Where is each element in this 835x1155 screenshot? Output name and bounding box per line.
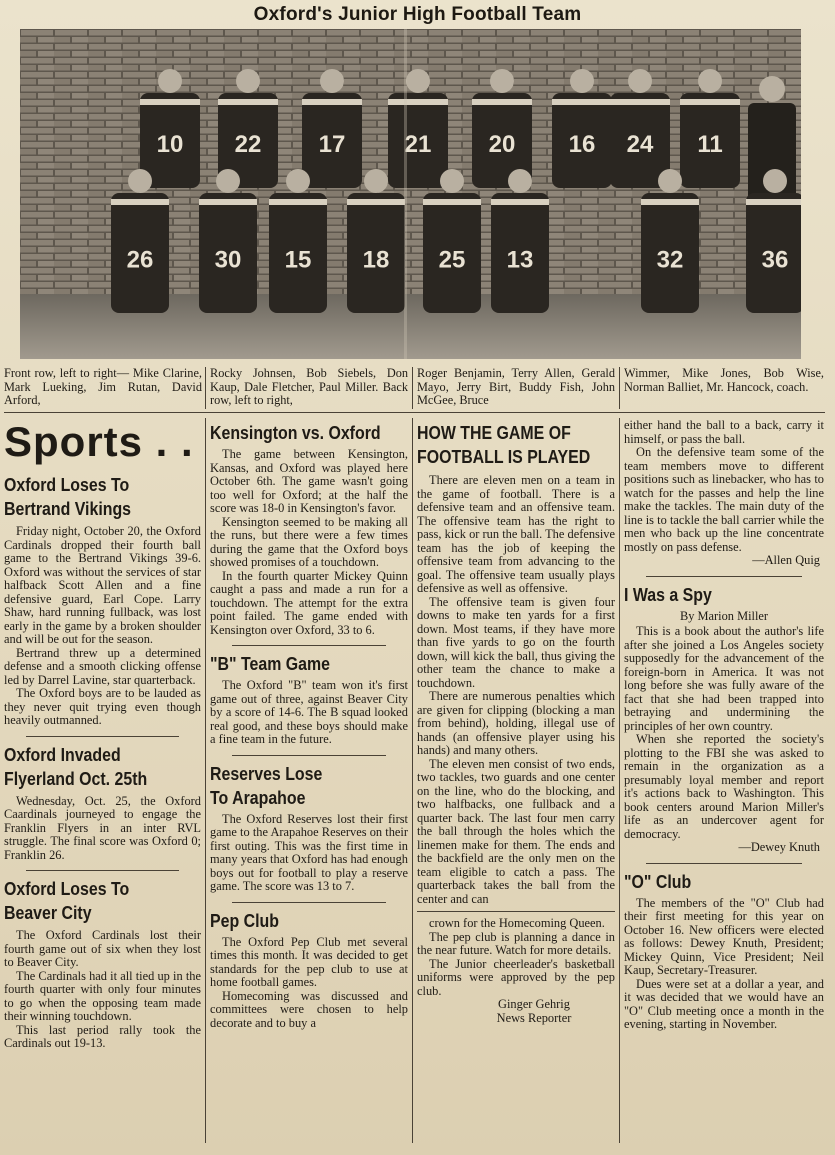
article-paragraph: The members of the "O" Club had their first meeting for this year on October 16. New officers were elected as follows: Dewey Knuth, President; Mickey Quinn, Vice President; Neil Kaup, Secretary-Treasurer. — [624, 895, 824, 977]
article-paragraph: The Junior cheerleader's basketball uniforms were approved by the pep club. — [417, 956, 615, 998]
section-title: Sports . . — [4, 418, 194, 465]
article-paragraph: When she reported the society's plotting to the FBI she was asked to remain in the organization as a presumably loyal member and report it's actions back to Washington. This book centers around Marion Miller's life as an undercover agent for democracy. — [624, 732, 824, 841]
column-3 — [417, 417, 615, 1025]
article-paragraph: The Oxford Cardinals lost their fourth game out of six when they lost to Beaver City. — [4, 928, 201, 969]
headline-line: FOOTBALL IS PLAYED — [417, 446, 591, 467]
article-paragraph: The Oxford "B" team won it's first game out of three, against Beaver City by a score of 14-6. The B squad looked real good, and these boys should make a fine team in the future. — [210, 678, 408, 746]
team-photo — [20, 29, 801, 359]
article-paragraph: The Oxford Reserves lost their first game to the Arapahoe Reserves on their first outing. This was the first time in many years that Oxford has had enough boys out for football to play a reserve game. The score was 13 to 7. — [210, 811, 408, 893]
article-paragraph: The Cardinals had it all tied up in the fourth quarter with only four minutes to go when the opposing team made their winning touchdown. — [4, 968, 201, 1023]
jersey-number: 30 — [214, 246, 242, 274]
article-paragraph: On the defensive team some of the team members move to different positions such as linebacker, who has to watch for the passes and help the line make the tackles. The main duty of the line is to tackle the ball carrier while the men who back up the line concentrate mostly on pass defense. — [624, 445, 824, 554]
headline-line: Pep Club — [210, 909, 279, 931]
headline-line: "B" Team Game — [210, 653, 331, 674]
headline-line: HOW THE GAME OF — [417, 422, 571, 443]
caption-part: Front row, left to right— Mike Clarine, Mark Lueking, Jim Rutan, David Arford, — [4, 366, 202, 408]
headline-line: I Was a Spy — [624, 583, 712, 605]
jersey-number: 17 — [318, 130, 346, 158]
jersey-number: 18 — [362, 246, 390, 274]
headline-line: Beaver City — [4, 902, 92, 923]
article-paragraph: Wednesday, Oct. 25, the Oxford Caardinals journeyed to engage the Franklin Flyers in an inter RVL struggle. The final score was Oxford 0; Franklin 26. — [4, 793, 201, 862]
column-4 — [624, 417, 824, 1032]
article-paragraph: This last period rally took the Cardinals out 19-13. — [4, 1022, 201, 1050]
article-paragraph: The Oxford boys are to be lauded as they never quit trying even though heavily outmanned. — [4, 686, 201, 727]
article-divider — [26, 870, 179, 871]
column-divider — [412, 367, 413, 409]
jersey-number: 15 — [284, 246, 312, 274]
article-paragraph: The pep club is planning a dance in the near future. Watch for more details. — [417, 929, 615, 957]
article-divider — [232, 755, 386, 756]
headline-line: Kensington vs. Oxford — [210, 422, 381, 443]
article-paragraph: either hand the ball to a back, carry it himself, or pass the ball. — [624, 418, 824, 446]
column-divider — [205, 367, 206, 409]
article-paragraph: crown for the Homecoming Queen. — [429, 916, 605, 930]
caption-part: Rocky Johnsen, Bob Siebels, Don Kaup, Dale Fletcher, Paul Miller. Back row, left to right, — [210, 366, 408, 408]
team-photo-image — [20, 29, 801, 359]
column-divider — [205, 418, 206, 1143]
headline-line: Oxford Invaded — [4, 743, 121, 765]
article-paragraph: The Oxford Pep Club met several times this month. It was decided to get standards for the pep club to use at home football games. — [210, 934, 408, 989]
column-2 — [210, 417, 408, 1030]
photo-caption — [4, 367, 830, 409]
article-paragraph: Homecoming was discussed and committees were chosen to help decorate and to buy a — [210, 988, 408, 1030]
caption-part: Wimmer, Mike Jones, Bob Wise, Norman Balliet, Mr. Hancock, coach. — [624, 366, 824, 394]
headline-line: Oxford Loses To — [4, 878, 130, 899]
byline: By Marion Miller — [679, 608, 769, 623]
article-signature: Ginger Gehrig — [498, 997, 570, 1011]
jersey-number: 13 — [506, 246, 534, 274]
column-divider — [619, 418, 620, 1143]
article-paragraph: Dues were set at a dollar a year, and it was decided that we would have an "O" Club meeting once a month in the evening, starting in November. — [624, 976, 824, 1031]
article-paragraph: There are eleven men on a team in the game of football. There is a defensive team and an offensive team. The offensive team has the right to pass, kick or run the ball. The defensive team has the job of keeping the offensive team from advancing to the goal. The offensive team usually plays defensive as well as offensive. — [417, 473, 615, 595]
jersey-number: 25 — [438, 246, 466, 274]
article-paragraph: The offensive team is given four downs to make ten yards for a first down. Most teams, if they have more than five yards to go on the fourth down, will kick the ball, thus giving the other team the chance to make a touchdown. — [417, 594, 615, 690]
article-paragraph: The eleven men consist of two ends, two tackles, two guards and one center on the line, who do the blocking, and two halfbacks, one fullback and a quarter back. The last four men carry the ball through the holes which the linemen make for them. The ends and the backfield are the only men on the team eligible to catch a pass. The quarterback takes the ball from the center and can — [417, 756, 615, 906]
column-divider — [619, 367, 620, 409]
article-paragraph: There are numerous penalties which are given for clipping (blocking a man from behind), holding, illegal use of hands (an offensive player using his hands) and many others. — [417, 689, 615, 757]
article-divider — [646, 576, 802, 577]
column-divider — [412, 418, 413, 1143]
article-paragraph: Kensington seemed to be making all the runs, but there were a few times during the game that the Oxford boys showed promises of a touchdown. — [210, 514, 408, 569]
column-1 — [4, 417, 201, 1051]
article-paragraph: Friday night, October 20, the Oxford Cardinals dropped their fourth ball game to the Bertrand Vikings 39-6. Oxford was without the services of star halfback Scott Allen and a fine defensive guard, Earl Cope. Larry Shaw, hard running fullback, was lost early in the game by a broken shoulder and will be out for the season. — [4, 524, 201, 646]
article-divider — [646, 863, 802, 864]
headline-line: Oxford Loses To — [4, 474, 130, 495]
article-paragraph: This is a book about the author's life after she joined a Los Angeles society supposedly for the advancement of the foreign-born in America. It was not long before she was fully aware of the fact that she had been trapped into betraying and undermining the principles of her own country. — [624, 624, 824, 733]
headline-line: Reserves Lose — [210, 762, 323, 784]
article-divider — [232, 645, 386, 646]
headline-line: Flyerland Oct. 25th — [4, 767, 148, 789]
article-paragraph: The game between Kensington, Kansas, and Oxford was played here October 6th. The game wasn't going too well for Oxford; at the half the score was 18-0 in Kensington's favor. — [210, 447, 408, 515]
article-divider — [417, 911, 615, 912]
jersey-number: 11 — [697, 130, 723, 158]
jersey-number: 16 — [568, 130, 596, 158]
headline-line: To Arapahoe — [210, 786, 306, 808]
article-paragraph: In the fourth quarter Mickey Quinn caught a pass and made a run for a touchdown. The attempt for the extra point failed. The game ended with Kensington over Oxford, 33 to 6. — [210, 568, 408, 637]
headline-line: Bertrand Vikings — [4, 498, 132, 519]
jersey-number: 10 — [156, 130, 184, 158]
jersey-number: 32 — [656, 246, 684, 274]
article-signature: —Dewey Knuth — [738, 840, 820, 854]
jersey-number: 20 — [488, 130, 516, 158]
article-signature: —Allen Quig — [752, 553, 820, 567]
caption-part: Roger Benjamin, Terry Allen, Gerald Mayo, Jerry Birt, Buddy Fish, John McGee, Bruce — [417, 366, 615, 408]
jersey-number: 36 — [761, 246, 789, 274]
headline-line: "O" Club — [624, 870, 692, 892]
article-signature: News Reporter — [496, 1010, 572, 1025]
jersey-number: 24 — [626, 130, 654, 158]
article-paragraph: Bertrand threw up a determined defense and a smooth clicking offense led by Darrel Lavine, star quarterback. — [4, 645, 201, 687]
jersey-number: 22 — [234, 130, 262, 158]
jersey-number: 26 — [126, 246, 154, 274]
page-title: Oxford's Junior High Football Team — [253, 4, 582, 25]
section-divider — [4, 412, 825, 413]
article-divider — [232, 902, 386, 903]
jersey-number: 21 — [404, 130, 432, 158]
article-divider — [26, 736, 179, 737]
